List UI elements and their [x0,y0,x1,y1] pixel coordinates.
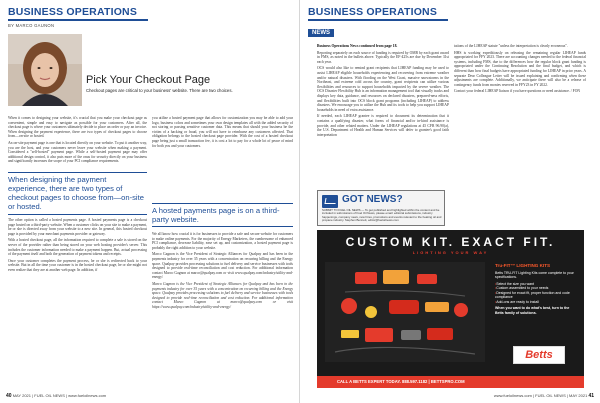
left-col1-upper [8,116,147,166]
lead-headline [317,44,449,49]
paragraph: tations of the LIHEAP statute "unless the interpretation is clearly erroneous". [454,44,568,48]
article-title: Pick Your Checkout Page [86,74,211,86]
news-icon [322,195,338,208]
page-number: 40 [6,393,12,399]
right-page [300,0,600,403]
right-col2 [454,44,586,96]
ad-cta-text: CALL A BETTS EXPERT TODAY. 888.597.1182 | BETTSPRO.COM [337,379,465,384]
left-col2-lower [152,232,293,312]
paragraph: An on-site payment page is one that is located directly on your website. To put it another way, you are the host, and your customers never leave your website when making a payment. Considered a "self-hosted" payment page. While a self-hosted payment page may offer additional design control, it also puts more of the onus for security directly on your business and significantly increases the scope of your PCI compliance requirements. [8,140,147,164]
paragraph: Contact your federal LIHEAP liaison if you have questions or need assistance. / FON [454,89,581,94]
header-rule [8,19,148,21]
byline: BY MARCO GAUNON [8,23,55,28]
pull-quote-left: When designing the payment experience, there are two types of checkout pages to choose from—on-site or hosted. [8,175,144,211]
right-header [308,7,448,39]
ad-headline: CUSTOM KIT. EXACT FIT. [345,235,556,249]
paragraph: Once your customer completes the payment process, he or she is redirected back to your website. But in all the time your customer is in the hosted checkout page, he or she might not even realize that they are at another web page. In addition, if [8,258,147,272]
ad-cta-bar[interactable] [317,376,584,388]
paragraph: If needed, each LIHEAP grantee is required to document its determination that it contains a qualifying disaster, what forms of financial and/or in-kind assistance is provide, and other related matters. Under the LIHEAP regulations at 45 CFR 96.90(a), the U.S. Department of Health and Human Services will defer to grantee's good faith interpretation [317,114,449,137]
right-col1 [317,44,449,139]
left-col1-lower [8,218,147,275]
paragraph: Marco Gagnon is the Vice President of Strategic Alliances for Qualpay and has been in the payments industry for over 35 years with a concentration on recurring billing and the Energy space. Qualpay provides processing solutions to fuel delivery and service businesses with tools designed to provide real-time reconciliation and cost reduction. For additional information contact Marco Gagnon at marco@qualpay.com or visit www.qualpay.com/industry/utility-and-energy/ [152,252,293,280]
footer-text: www.fueloilnews.com | FUEL OIL NEWS | MAY 2021 [493,393,588,398]
ad-bullet: • Designed for exact fit, proper function and code compliance [495,291,579,300]
page-number: 41 [588,393,594,399]
right-footer [494,393,594,399]
footer-text: MAY 2021 | FUEL OIL NEWS | www.fueloilnews.com [12,393,107,398]
author-bio: Marco Gagnon is the Vice President of Strategic Alliances for Qualpay and has been in the payments industry for over 35 years with a concentration on recurring billing and the Energy space. Qualpay provides processing solutions to fuel delivery and service businesses with tools designed to provide real-time reconciliation and cost reduction. For additional information contact Marco Gagnon at marco@qualpay.com or visit https://www.qualpay.com/industry/utility-and-energy/ [152,281,293,309]
paragraph: With a hosted checkout page, all the information required to complete a sale is stored on the server of the provider rather than being stored on your web hosting provider's server. This includes the customer information needed to make a payment happen. But, actual processing of the payment itself and both the generation of payment tokens and receipts. [8,238,147,257]
paragraph: When it comes to designing your website, it's crucial that you make your checkout page as convenient, simple and easy to navigate as possible for your customers. After all, the checkout page is where your customers ultimately decide to place an order or pay an invoice. When designing the payment experience, there are two types of checkout pages to choose from—on-site or hosted. [8,116,147,139]
left-header [8,7,148,28]
ad-copy [495,264,579,315]
pull-quote-rule [8,214,147,215]
got-news-text: SUBMIT TO FUEL OIL NEWS — To get published and highlighted within the content and be included in submissions of Fuel Oil News, please email: editorial submissions, industry happenings, company news, new hires, promotions and events relevant to the heating oil and propane industry. Stephen Bennett, editor@fueloilnews.com [322,208,442,223]
got-news-title: GOT NEWS? [342,194,403,205]
ad-bullets [495,282,579,305]
left-col2-upper [152,116,293,150]
news-badge: NEWS [308,29,334,37]
pull-quote-rule [152,226,293,227]
ad-copy-intro: Betts TRU-FIT Lighting Kits come complete to your specifications. [495,270,574,279]
article-deck: Checkout pages are critical to your business' website. There are two choices. [86,88,233,93]
ad-copy-title: Tru-FIT™ LIGHTING KITS [495,263,551,268]
left-footer [6,393,106,399]
paragraph: you utilize a hosted payment page that allows for customization you may be able to add your logo, business colors and sometimes your own design templates all with the added security of not storing or passing sensitive customer data. This means that should your business be the victim of a hacking or fraud, you will not have to reimburse any customers affected. That obligation belongs to the hosted checkout page provider. With the cost of a hosted checkout page being just a small transaction fee, it is cost a lot to pay for a whole lot of peace of mind for both you and your customers. [152,116,293,148]
pull-quote-rule [152,203,293,204]
pull-quote-right: A hosted payments page is on a third-party website. [152,206,280,224]
lead-headline-text: Business Operations News continued from page 18. [317,44,398,48]
pull-quote-rule [8,172,147,173]
paragraph: We all know how crucial it is for businesses to provide a safe and secure website for customers to make online payments. For the majority of Energy Marketers, the cumbersome of enhanced PCI compliance, decrease liability, ease set up, and customization, a hosted payment page is probably the right addition to your website. [152,232,293,250]
lighting-kit-image [325,262,485,362]
ad-bullet: • Select the size you want [495,282,579,287]
paragraph: The other option is called a hosted payments page. A hosted payments page is a checkout page hosted on a third-party website. When a customer clicks on your site to make a payment, he or she is directed away from your website to a new site. In general, this hosted checkout page is provided by your merchant payments provider or gateway. [8,218,147,236]
portrait-image [8,34,82,106]
got-news-box [317,190,445,226]
ad-copy-outro: When you want to do what's best, turn to the Betts family of solutions. [495,306,570,315]
section-title: BUSINESS OPERATIONS [8,6,138,18]
paragraph: OCS would also like to remind grant recipients that LIHEAP funding may be used to assist LIHEAP eligible households experiencing and recovering from extreme weather and/or natural disasters. With flooding on the West Coast, massive snowstorms in the Northeast, and extreme cold across the country, grant recipients can utilize various flexibilities and resources to support households impacted by the severe weather. The OCS Disaster Flexibility Hub is an information management tool that visually tracks and displays key data, guidance, and resources on declared disasters, prepared-ness efforts, and flexibilities built into OCS block grant programs (including LIHEAP) to address disasters. We encourage you to utilize the Hub and its tools to help you support LIHEAP households in need of extra assistance. [317,66,449,112]
ad-bullet: • Add-ons are ready to install [495,300,579,305]
header-rule [308,19,448,21]
paragraph: HHS is working expeditiously on releasing the remaining regular LIHEAP funds appropriated for FFY 2023. There are accounting changes needed to the federal financial systems, including FMS, due to the differences how the regular block grant funding is appropriated under the Continuing Resolution and the final budget, and which is different than how final budgets have appropriated funding for LIHEAP in prior years. A separate Dear Colleague Letter will be issued explaining and confirming when these adjustments are complete. Additionally, we anticipate there will also be a release of contingency funds from monies reserved in FFY23 in FY 2022. [454,50,586,87]
betts-advertisement[interactable] [317,230,584,388]
author-portrait [8,34,82,106]
paragraph: Reporting separately on each source of funding is required by OMB by each grant award in FMS, as noted in the bullets above. Typically the EF-425s are due by December 31st each year. [317,50,449,64]
ad-bullet: • Custom assembled to your needs [495,286,579,291]
section-title: BUSINESS OPERATIONS [308,6,438,18]
ad-tagline: LIGHTING YOUR WAY [412,250,489,255]
betts-logo[interactable]: Betts [513,346,565,364]
